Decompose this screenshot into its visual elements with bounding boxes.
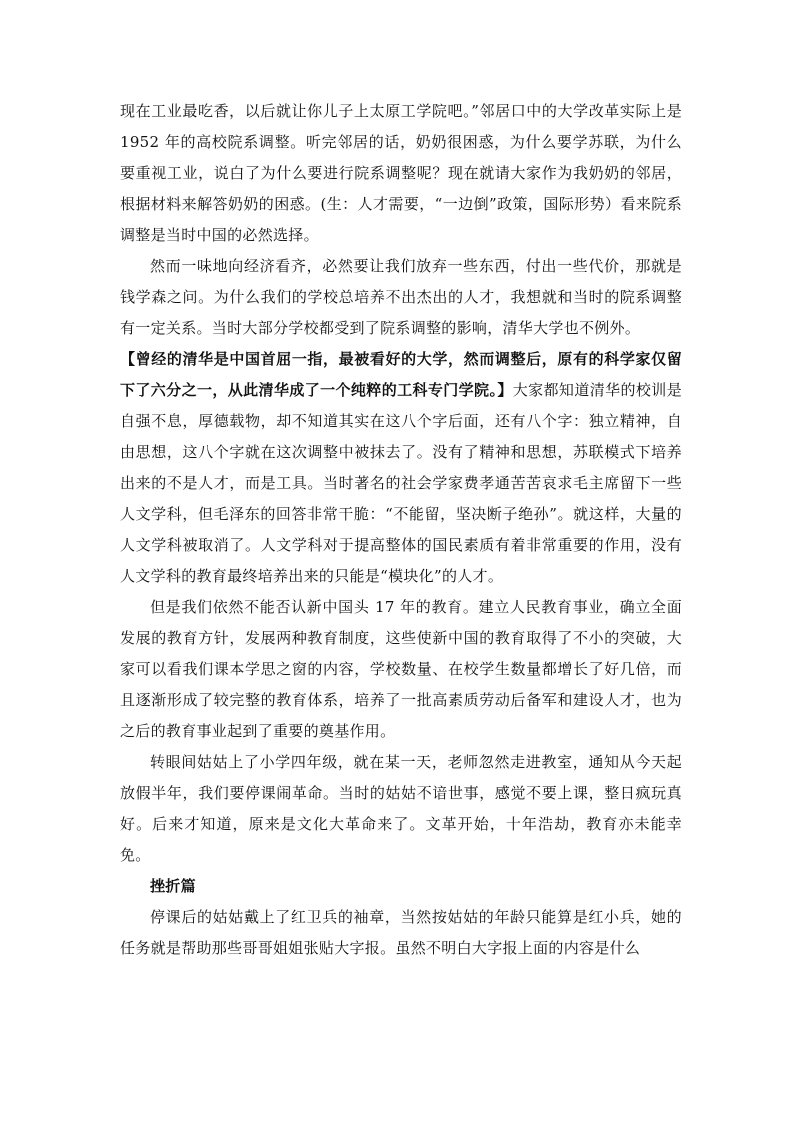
bold-quote: 【曾经的清华是中国首屈一指，最被看好的大学，然而调整后，原有的科学家仅留下了六分之一，从此清华成了一个纯粹的工科专门学院。】: [120, 350, 682, 399]
paragraph-2: 然而一味地向经济看齐，必然要让我们放弃一些东西，付出一些代价，那就是钱学森之问。为什么我们的学校总培养不出杰出的人才，我想就和当时的院系调整有一定关系。当时大部分学校都受到了院系调整的影响，清华大学也不例外。: [120, 257, 682, 337]
paragraph-3-rest: 大家都知道清华的校训是自强不息，厚德载物，却不知道其实在这八个字后面，还有八个字：独立精神，自由思想，这八个字就在这次调整中被抹去了。没有了精神和思想，苏联模式下培养出来的不是人才，而是工具。当时著名的社会学家费孝通苦苦哀求毛主席留下一些人文学科，但毛泽东的回答非常干脆：“不能留，坚决断子绝孙”。就这样，大量的人文学科被取消了。人文学科对于提高整体的国民素质有着非常重要的作用，没有人文学科的教育最终培养出来的只能是“模块化”的人才。: [120, 381, 682, 585]
paragraph-1: 现在工业最吃香，以后就让你儿子上太原工学院吧。”邻居口中的大学改革实际上是 1952 年的高校院系调整。听完邻居的话，奶奶很困惑，为什么要学苏联，为什么要重视工业，说白了为什么要进行院系调整呢？现在就请大家作为我奶奶的邻居，根据材料来解答奶奶的困惑。(生：人才需要，“一边倒”政策，国际形势）看来院系调整是当时中国的必然选择。: [120, 102, 682, 244]
document-page: [120, 96, 682, 964]
paragraph-5: 转眼间姑姑上了小学四年级，就在某一天，老师忽然走进教室，通知从今天起放假半年，我们要停课闹革命。当时的姑姑不谙世事，感觉不要上课，整日疯玩真好。后来才知道，原来是文化大革命来了。文革开始，十年浩劫，教育亦未能幸免。: [120, 753, 682, 864]
paragraph-4: 但是我们依然不能否认新中国头 17 年的教育。建立人民教育事业，确立全面发展的教育方针，发展两种教育制度，这些使新中国的教育取得了不小的突破，大家可以看我们课本学思之窗的内容，学校数量、在校学生数量都增长了好几倍，而且逐渐形成了较完整的教育体系，培养了一批高素质劳动后备军和建设人才，也为之后的教育事业起到了重要的奠基作用。: [120, 598, 682, 740]
paragraph-6: 停课后的姑姑戴上了红卫兵的袖章，当然按姑姑的年龄只能算是红小兵，她的任务就是帮助那些哥哥姐姐张贴大字报。虽然不明白大字报上面的内容是什么: [120, 908, 682, 957]
paragraph-3: [120, 344, 682, 592]
section-heading: 挫折篇: [150, 877, 196, 895]
